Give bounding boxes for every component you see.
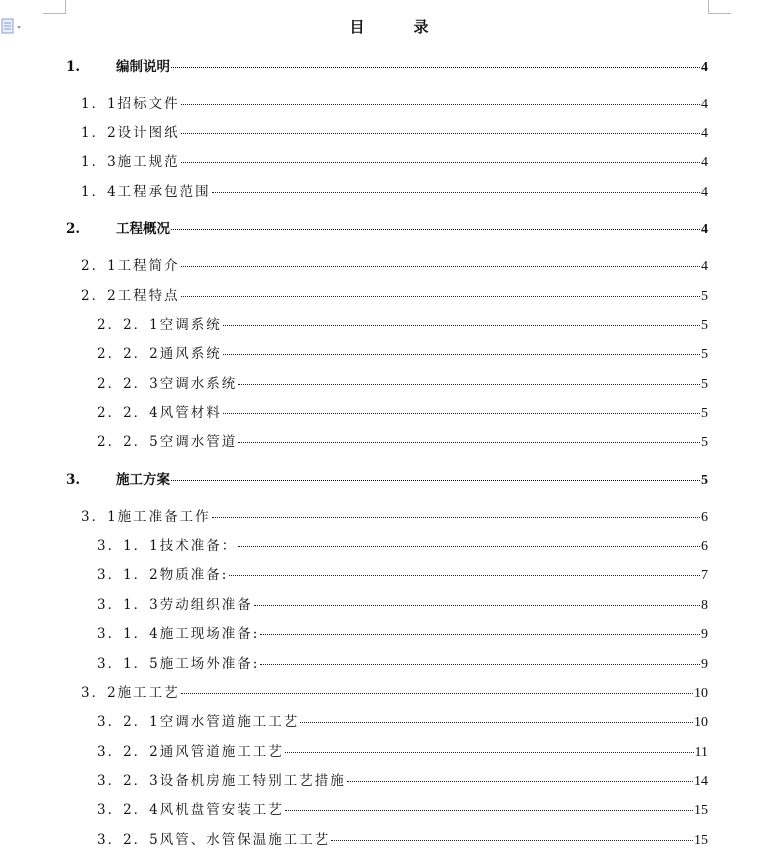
toc-page-number: 5 <box>701 318 708 333</box>
toc-page-number: 8 <box>701 598 708 613</box>
toc-page-number: 10 <box>694 715 708 730</box>
toc-entry-label: 3．1施工准备工作 <box>81 509 211 525</box>
toc-dot-leader <box>285 810 693 811</box>
toc-page-number: 15 <box>694 833 708 848</box>
toc-entry[interactable] <box>81 684 708 702</box>
toc-page-number: 4 <box>701 222 708 237</box>
toc-entry[interactable] <box>97 316 708 334</box>
toc-entry[interactable] <box>97 772 708 790</box>
toc-dot-leader <box>181 133 700 134</box>
toc-dot-leader <box>260 664 700 665</box>
toc-dot-leader <box>212 192 700 193</box>
toc-dot-leader <box>238 384 700 385</box>
toc-entry-label: 2．1工程简介 <box>81 258 180 274</box>
toc-entry-label: 2．2工程特点 <box>81 288 180 304</box>
toc-entry-label: 2．2．4风管材料 <box>97 405 222 421</box>
toc-entry-label: 3．2．4风机盘管安装工艺 <box>97 802 284 818</box>
toc-dot-leader <box>331 840 693 841</box>
toc-entry-number: 2. <box>66 221 81 237</box>
toc-page-number: 5 <box>701 406 708 421</box>
toc-entry[interactable] <box>97 831 708 849</box>
toc-entry-label: 3．1．5施工场外准备: <box>97 656 260 672</box>
toc-entry-label: 1．1招标文件 <box>81 96 180 112</box>
toc-dot-leader <box>254 605 700 606</box>
toc-entry-label: 3．2施工工艺 <box>81 685 180 701</box>
toc-dot-leader <box>181 266 700 267</box>
toc-entry[interactable] <box>81 95 708 113</box>
toc-entry-label: 3．1．1技术准备： <box>97 538 238 554</box>
toc-page-number: 4 <box>701 126 708 141</box>
toc-page-number: 11 <box>694 745 708 760</box>
toc-entry[interactable] <box>97 596 708 614</box>
toc-entry[interactable] <box>97 625 708 643</box>
toc-dot-leader <box>181 162 700 163</box>
toc-entry-number: 1. <box>66 59 81 75</box>
toc-dot-leader <box>171 229 700 230</box>
toc-dot-leader <box>229 575 700 576</box>
toc-dot-leader <box>171 67 700 68</box>
toc-page-number: 6 <box>701 510 708 525</box>
toc-page-number: 14 <box>694 774 708 789</box>
toc-entry-label: 3．2．1空调水管道施工工艺 <box>97 714 300 730</box>
toc-entry[interactable] <box>81 183 708 201</box>
toc-dot-leader <box>181 693 693 694</box>
toc-entry[interactable] <box>97 655 708 673</box>
toc-entry-label <box>66 58 170 76</box>
toc-entry[interactable] <box>66 58 708 76</box>
toc-title-part2: 录 <box>413 18 430 36</box>
toc-entry[interactable] <box>97 566 708 584</box>
toc-entry-label: 1．3施工规范 <box>81 154 180 170</box>
toc-page-number: 4 <box>701 259 708 274</box>
toc-entry[interactable] <box>97 433 708 451</box>
toc-entry-title: 工程概况 <box>116 221 170 237</box>
toc-entry[interactable] <box>97 801 708 819</box>
toc-title <box>0 16 779 37</box>
toc-entry-label <box>66 471 170 489</box>
toc-page-number: 4 <box>701 185 708 200</box>
toc-title-part1: 目 <box>349 18 366 36</box>
toc-page-number: 7 <box>701 568 708 583</box>
toc-entry[interactable] <box>66 471 708 489</box>
toc-entry[interactable] <box>97 375 708 393</box>
toc-entry-label: 2．2．3空调水系统 <box>97 376 238 392</box>
toc-entry[interactable] <box>97 537 708 555</box>
toc-dot-leader <box>212 517 700 518</box>
toc-entry-label: 3．2．3设备机房施工特别工艺措施 <box>97 773 346 789</box>
toc-dot-leader <box>223 354 700 355</box>
toc-page-number: 6 <box>701 539 708 554</box>
toc-dot-leader <box>238 546 700 547</box>
toc-page-number: 5 <box>701 435 708 450</box>
toc-entry[interactable] <box>81 124 708 142</box>
toc-dot-leader <box>181 104 700 105</box>
toc-page-number: 9 <box>701 657 708 672</box>
toc-page-number: 15 <box>694 803 708 818</box>
toc-entry[interactable] <box>81 153 708 171</box>
toc-dot-leader <box>347 781 693 782</box>
toc-entry-label: 3．2．2通风管道施工工艺 <box>97 744 284 760</box>
toc-page-number: 5 <box>701 289 708 304</box>
toc-page-number: 10 <box>694 686 708 701</box>
toc-page-number: 4 <box>701 97 708 112</box>
toc-entry[interactable] <box>81 508 708 526</box>
toc-entry[interactable] <box>81 257 708 275</box>
toc-entry-label: 3．1．2物质准备: <box>97 567 229 583</box>
page-corner-mark-top-right <box>708 0 731 14</box>
toc-entry-number: 3. <box>66 472 81 488</box>
toc-entry[interactable] <box>97 404 708 422</box>
toc-page-number: 5 <box>701 347 708 362</box>
toc-entry-label: 3．1．3劳动组织准备 <box>97 597 253 613</box>
toc-dot-leader <box>181 296 700 297</box>
toc-entry-label: 2．2．2通风系统 <box>97 346 222 362</box>
toc-entry[interactable] <box>97 345 708 363</box>
toc-entry[interactable] <box>66 220 708 238</box>
toc-page-number: 4 <box>701 60 708 75</box>
toc-entry-label: 1．2设计图纸 <box>81 125 180 141</box>
toc-page-number: 9 <box>701 627 708 642</box>
toc-entry-label: 3．2．5风管、水管保温施工工艺 <box>97 832 331 848</box>
toc-dot-leader <box>171 480 700 481</box>
toc-page-number: 5 <box>701 377 708 392</box>
toc-dot-leader <box>223 325 700 326</box>
toc-dot-leader <box>300 722 693 723</box>
toc-page-number: 5 <box>701 473 708 488</box>
toc-entry-label: 1．4工程承包范围 <box>81 184 211 200</box>
toc-entry-label: 3．1．4施工现场准备: <box>97 626 260 642</box>
toc-entry-label: 2．2．1空调系统 <box>97 317 222 333</box>
toc-dot-leader <box>223 413 700 414</box>
toc-entry-label: 2．2．5空调水管道 <box>97 434 238 450</box>
toc-dot-leader <box>238 442 700 443</box>
toc-entry[interactable] <box>97 713 708 731</box>
toc-entry[interactable] <box>97 743 708 761</box>
toc-entry[interactable] <box>81 287 708 305</box>
toc-entry-title: 施工方案 <box>116 472 170 488</box>
toc-entry-label <box>66 220 170 238</box>
toc-page-number: 4 <box>701 155 708 170</box>
toc-dot-leader <box>285 752 694 753</box>
toc-dot-leader <box>260 634 700 635</box>
page-corner-mark-top-left <box>43 0 66 14</box>
toc-entry-title: 编制说明 <box>116 59 170 75</box>
